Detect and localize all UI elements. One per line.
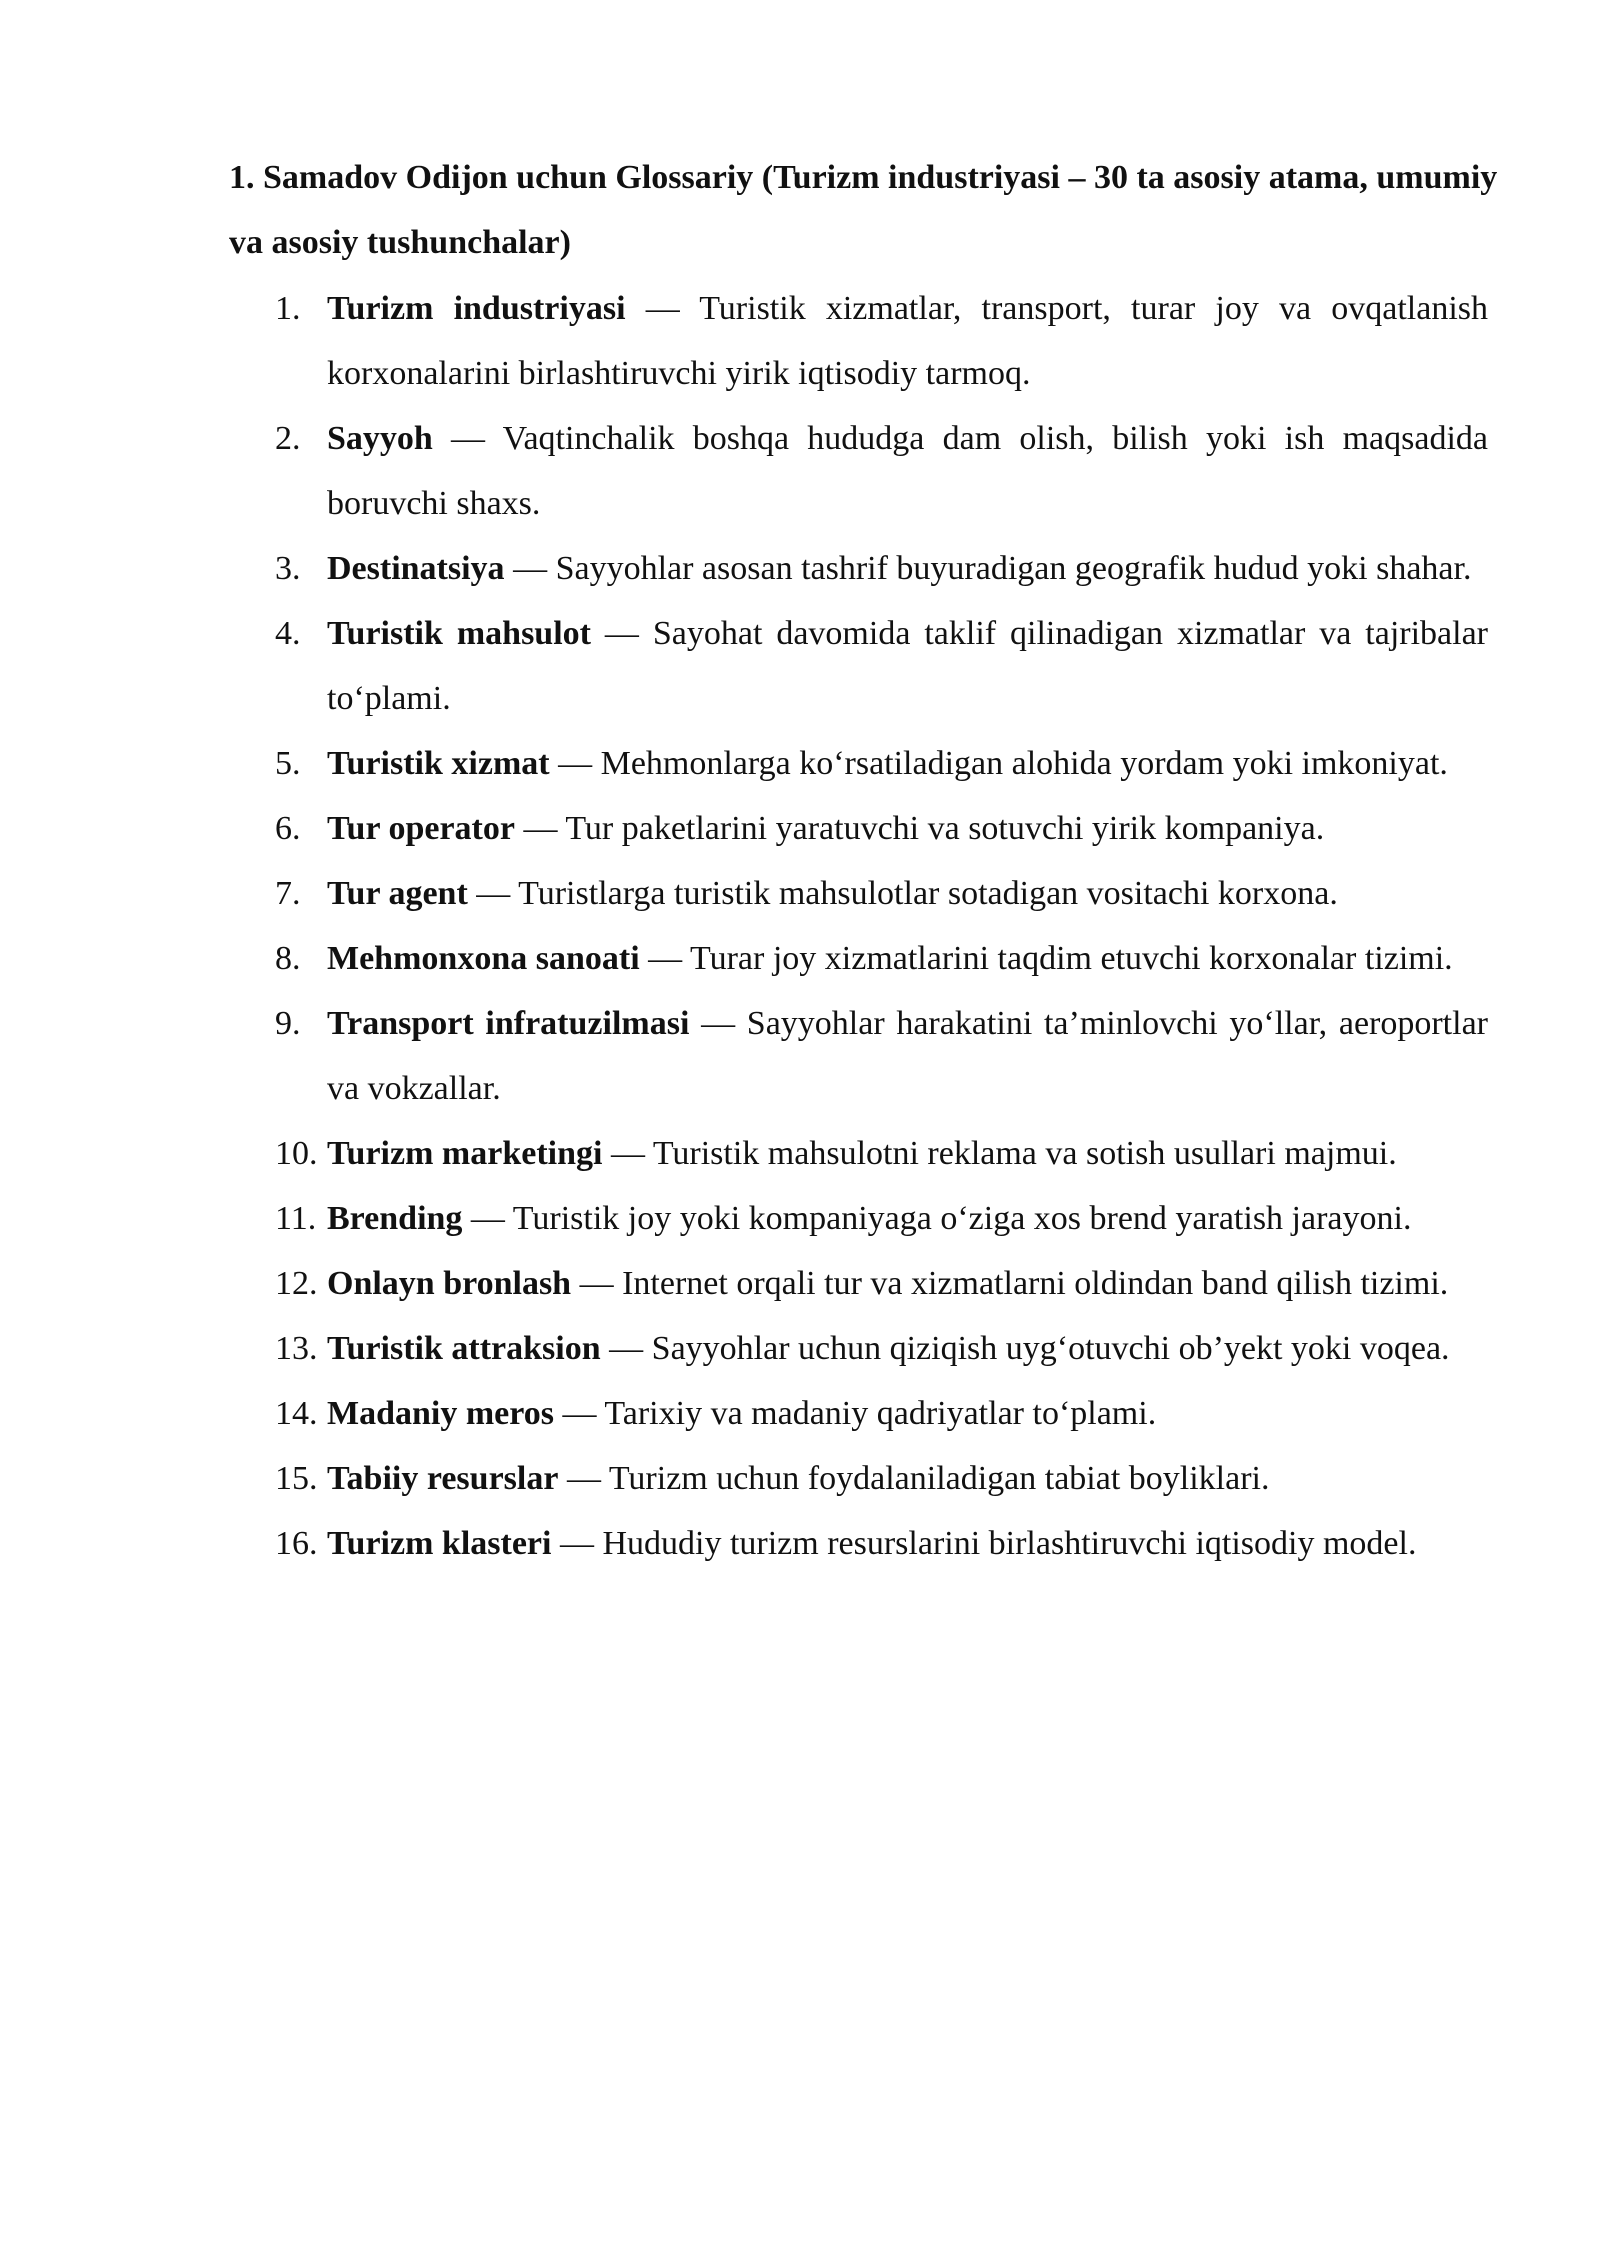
entry-term: Turistik attraksion xyxy=(327,1330,601,1367)
entry-number: 9. xyxy=(275,1005,301,1042)
glossary-entry xyxy=(0,601,1488,731)
entry-definition: — Turistik mahsulotni reklama va sotish usullari majmui. xyxy=(602,1135,1397,1172)
glossary-entry xyxy=(0,861,1488,926)
entry-number: 4. xyxy=(275,615,301,652)
entry-definition: — Turistik joy yoki kompaniyaga o‘ziga xos brend yaratish jarayoni. xyxy=(462,1200,1412,1237)
entry-definition: — Sayyohlar uchun qiziqish uyg‘otuvchi ob’yekt yoki voqea. xyxy=(600,1330,1450,1367)
glossary-entry xyxy=(0,1121,1488,1186)
glossary-entry xyxy=(0,1186,1488,1251)
entry-number: 3. xyxy=(275,550,301,587)
entry-number: 15. xyxy=(275,1460,318,1497)
glossary-entry xyxy=(0,926,1488,991)
glossary-entry xyxy=(0,796,1488,861)
entry-definition: — Turizm uchun foydalaniladigan tabiat boyliklari. xyxy=(558,1460,1270,1497)
glossary-entry xyxy=(0,731,1488,796)
entry-definition: — Turar joy xizmatlarini taqdim etuvchi korxonalar tizimi. xyxy=(639,940,1453,977)
entry-term: Tur operator xyxy=(327,810,515,847)
entry-definition: — Hududiy turizm resurslarini birlashtiruvchi iqtisodiy model. xyxy=(551,1525,1417,1562)
entry-number: 11. xyxy=(275,1200,317,1237)
glossary-entry xyxy=(0,276,1488,406)
entry-term: Sayyoh xyxy=(327,420,433,457)
entry-term: Turizm marketingi xyxy=(327,1135,603,1172)
entry-number: 14. xyxy=(275,1395,318,1432)
entry-number: 1. xyxy=(275,290,301,327)
entry-definition: — Mehmonlarga ko‘rsatiladigan alohida yordam yoki imkoniyat. xyxy=(549,745,1448,782)
entry-term: Tur agent xyxy=(327,875,468,912)
entry-term: Turizm industriyasi xyxy=(327,290,626,327)
glossary-entry xyxy=(0,1316,1488,1381)
glossary-entry xyxy=(0,1381,1488,1446)
entry-term: Destinatsiya xyxy=(327,550,505,587)
entry-number: 7. xyxy=(275,875,301,912)
entry-term: Turizm klasteri xyxy=(327,1525,552,1562)
entry-definition: — Sayyohlar harakatini ta’minlovchi yo‘llar, aeroportlar va vokzallar. xyxy=(327,1005,1488,1107)
glossary-entry xyxy=(0,1446,1488,1511)
glossary-entry xyxy=(0,991,1488,1121)
entry-number: 13. xyxy=(275,1330,318,1367)
entry-term: Turistik mahsulot xyxy=(327,615,591,652)
entry-number: 6. xyxy=(275,810,301,847)
entry-definition: — Sayyohlar asosan tashrif buyuradigan geografik hudud yoki shahar. xyxy=(504,550,1472,587)
entry-number: 5. xyxy=(275,745,301,782)
entry-term: Onlayn bronlash xyxy=(327,1265,572,1302)
entry-term: Mehmonxona sanoati xyxy=(327,940,640,977)
entry-term: Transport infratuzilmasi xyxy=(327,1005,690,1042)
glossary-list xyxy=(0,276,1600,1576)
glossary-entry xyxy=(0,1251,1488,1316)
entry-definition: — Internet orqali tur va xizmatlarni oldindan band qilish tizimi. xyxy=(571,1265,1449,1302)
entry-definition: — Sayohat davomida taklif qilinadigan xizmatlar va tajribalar to‘plami. xyxy=(327,615,1488,717)
entry-definition: — Turistlarga turistik mahsulotlar sotadigan vositachi korxona. xyxy=(467,875,1338,912)
document-title: 1. Samadov Odijon uchun Glossariy (Turizm industriyasi – 30 ta asosiy atama, umumiy va asosiy tushunchalar) xyxy=(229,159,1498,261)
entry-number: 10. xyxy=(275,1135,318,1172)
entry-number: 8. xyxy=(275,940,301,977)
entry-number: 16. xyxy=(275,1525,318,1562)
entry-definition: — Turistik xizmatlar, transport, turar joy va ovqatlanish korxonalarini birlashtiruvchi yirik iqtisodiy tarmoq. xyxy=(327,290,1489,392)
entry-definition: — Vaqtinchalik boshqa hududga dam olish, bilish yoki ish maqsadida boruvchi shaxs. xyxy=(327,420,1488,522)
entry-term: Madaniy meros xyxy=(327,1395,554,1432)
glossary-entry xyxy=(0,1511,1488,1576)
glossary-entry xyxy=(0,536,1488,601)
entry-number: 2. xyxy=(275,420,301,457)
entry-term: Brending xyxy=(327,1200,463,1237)
entry-term: Turistik xizmat xyxy=(327,745,550,782)
entry-number: 12. xyxy=(275,1265,318,1302)
entry-definition: — Tur paketlarini yaratuvchi va sotuvchi yirik kompaniya. xyxy=(514,810,1325,847)
entry-term: Tabiiy resurslar xyxy=(327,1460,559,1497)
entry-definition: — Tarixiy va madaniy qadriyatlar to‘plami. xyxy=(553,1395,1157,1432)
glossary-entry xyxy=(0,406,1488,536)
